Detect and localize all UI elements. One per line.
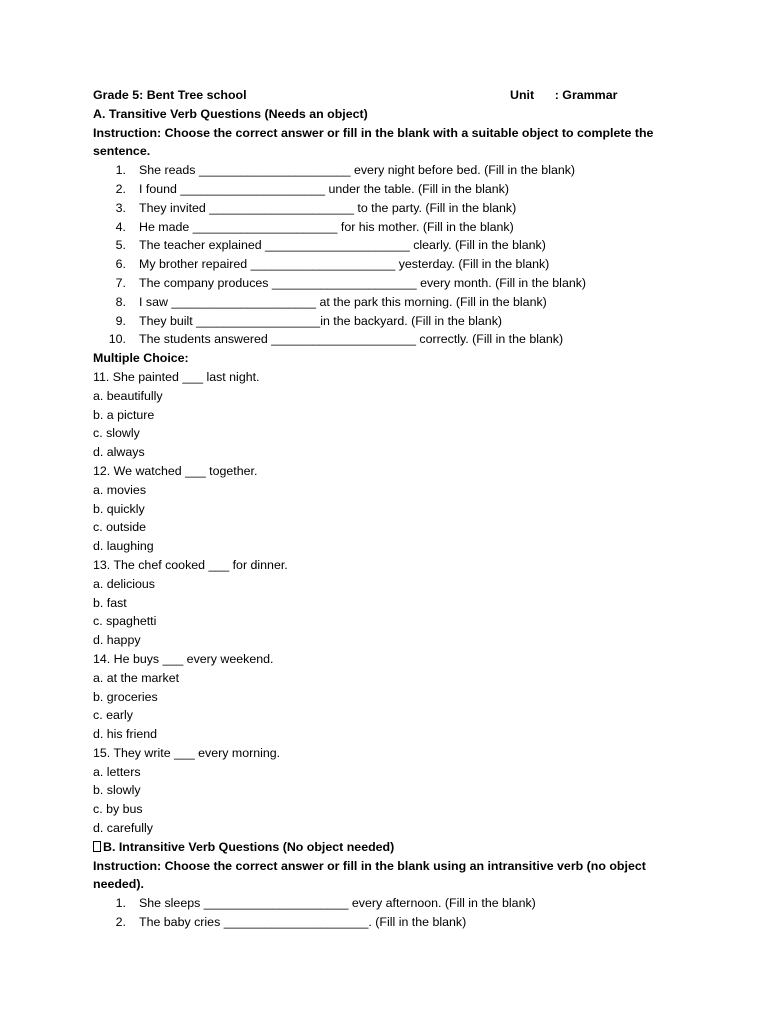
- question-item: [93, 312, 673, 331]
- question-text: The baby cries _____________________. (Fill in the blank): [139, 915, 467, 930]
- mc-option: d. always: [93, 445, 145, 460]
- mc-option: c. early: [93, 708, 133, 723]
- question-text: I found _____________________ under the table. (Fill in the blank): [139, 181, 509, 196]
- question-item: [93, 218, 673, 237]
- mc-option: a. at the market: [93, 670, 180, 685]
- mc-question: 12. We watched ___ together.: [93, 463, 258, 478]
- mc-option: b. slowly: [93, 783, 141, 798]
- question-number: 4.: [115, 219, 126, 234]
- section-a-instruction: Instruction: Choose the correct answer or fill in the blank with a suitable object to complete the sentence.: [93, 125, 654, 159]
- section-b-instruction: Instruction: Choose the correct answer or fill in the blank using an intransitive verb (no object needed).: [93, 858, 646, 892]
- question-item: [93, 293, 673, 312]
- multiple-choice-title: Multiple Choice:: [93, 351, 189, 366]
- mc-option: c. outside: [93, 520, 147, 535]
- mc-option: a. letters: [93, 764, 141, 779]
- question-number: 3.: [115, 200, 126, 215]
- question-item: [93, 330, 673, 349]
- mc-option: a. beautifully: [93, 388, 163, 403]
- mc-option: d. happy: [93, 633, 141, 648]
- question-number: 1.: [115, 163, 126, 178]
- multiple-choice-list: [93, 368, 673, 838]
- question-text: She sleeps _____________________ every afternoon. (Fill in the blank): [139, 896, 536, 911]
- worksheet-header: [93, 86, 673, 105]
- mc-question: 13. The chef cooked ___ for dinner.: [93, 557, 288, 572]
- mc-question: 15. They write ___ every morning.: [93, 745, 281, 760]
- question-text: She reads ______________________ every night before bed. (Fill in the blank): [139, 163, 576, 178]
- question-text: They built __________________in the backyard. (Fill in the blank): [139, 313, 503, 328]
- mc-option: a. delicious: [93, 576, 155, 591]
- mc-option: c. spaghetti: [93, 614, 157, 629]
- question-item: [93, 236, 673, 255]
- section-a-question-list: [93, 161, 673, 349]
- question-text: The company produces _____________________ every month. (Fill in the blank): [139, 275, 587, 290]
- question-text: I saw _____________________ at the park this morning. (Fill in the blank): [139, 294, 547, 309]
- section-b-title: B. Intransitive Verb Questions (No object needed): [103, 839, 395, 854]
- mc-option: b. groceries: [93, 689, 158, 704]
- question-item: [93, 161, 673, 180]
- question-number: 6.: [115, 257, 126, 272]
- worksheet-content: [93, 86, 673, 932]
- school-heading: Grade 5: Bent Tree school: [93, 88, 247, 102]
- section-a-title: A. Transitive Verb Questions (Needs an object): [93, 106, 368, 121]
- mc-question: 11. She painted ___ last night.: [93, 369, 260, 384]
- question-text: The teacher explained _____________________ clearly. (Fill in the blank): [139, 238, 546, 253]
- question-text: He made _____________________ for his mother. (Fill in the blank): [139, 219, 514, 234]
- mc-option: b. quickly: [93, 501, 145, 516]
- question-number: 9.: [115, 313, 126, 328]
- question-item: [93, 274, 673, 293]
- question-number: 10.: [108, 332, 126, 347]
- question-number: 2.: [115, 915, 126, 930]
- question-number: 2.: [115, 181, 126, 196]
- question-item: [93, 199, 673, 218]
- question-text: They invited _____________________ to the party. (Fill in the blank): [139, 200, 517, 215]
- question-number: 5.: [115, 238, 126, 253]
- section-b-question-list: [93, 894, 673, 932]
- mc-option: d. carefully: [93, 821, 153, 836]
- question-item: [93, 180, 673, 199]
- mc-option: d. his friend: [93, 727, 158, 742]
- question-text: The students answered _____________________ correctly. (Fill in the blank): [139, 332, 564, 347]
- mc-option: b. a picture: [93, 407, 155, 422]
- missing-glyph-icon: [93, 841, 101, 852]
- mc-option: c. by bus: [93, 802, 143, 817]
- mc-option: d. laughing: [93, 539, 154, 554]
- mc-option: c. slowly: [93, 426, 140, 441]
- question-number: 7.: [115, 275, 126, 290]
- question-text: My brother repaired _____________________ yesterday. (Fill in the blank): [139, 257, 550, 272]
- question-item: [93, 913, 673, 932]
- unit-heading: Unit : Grammar: [510, 88, 618, 102]
- question-item: [93, 255, 673, 274]
- question-item: [93, 894, 673, 913]
- mc-option: a. movies: [93, 482, 147, 497]
- mc-question: 14. He buys ___ every weekend.: [93, 651, 274, 666]
- question-number: 8.: [115, 294, 126, 309]
- section-b-title-row: [93, 838, 673, 857]
- question-number: 1.: [115, 896, 126, 911]
- mc-option: b. fast: [93, 595, 127, 610]
